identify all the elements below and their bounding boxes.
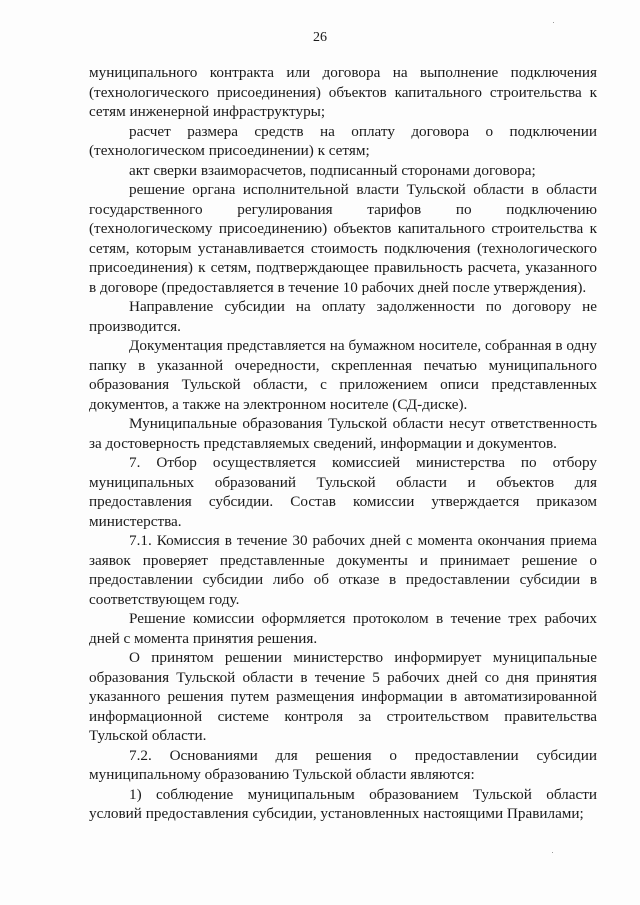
paragraph-protocol: Решение комиссии оформляется протоколом в течение трех рабочих дней с момента принятия решения. (89, 610, 597, 647)
paragraph-responsibility: Муниципальные образования Тульской области несут ответственность за достоверность представляемых сведений, информации и документов. (89, 415, 597, 452)
page-number: 26 (313, 30, 327, 45)
paragraph-notification: О принятом решении министерство информирует муниципальные образования Тульской области в течение 5 рабочих дней со дня принятия указанного решения путем размещения информации в автоматизированной информационной системе контроля за строительством правительства Тульской области. (89, 649, 597, 744)
paragraph-section-7: 7. Отбор осуществляется комиссией министерства по отбору муниципальных образований Тульской области и объектов для предоставления субсидии. Состав комиссии утверждается приказом министерства. (89, 454, 597, 530)
scan-speck (552, 852, 553, 853)
document-body (89, 63, 597, 824)
paragraph-item-1: 1) соблюдение муниципальным образованием Тульской области условий предоставления субсидии, установленных настоящими Правилами; (89, 785, 597, 822)
paragraph-contract-continuation: муниципального контракта или договора на выполнение подключения (технологического присоединения) объектов капитального строительства к сетям инженерной инфраструктуры; (89, 64, 597, 120)
paragraph-section-7-2: 7.2. Основаниями для решения о предоставлении субсидии муниципальному образованию Тульской области являются: (89, 746, 597, 783)
paragraph-reconciliation-act: акт сверки взаиморасчетов, подписанный сторонами договора; (129, 161, 536, 179)
paragraph-tariff-decision: решение органа исполнительной власти Тульской области в области государственного регулирования тарифов по подключению (технологическому присоединению) объектов капитального строительства к сетям, которым устанавливается стоимость подключения (технологического присоединения) к сетям, подтверждающее правильность расчета, указанного в договоре (предоставляется в течение 10 рабочих дней после утверждения). (89, 181, 597, 296)
paragraph-payment-calculation: расчет размера средств на оплату договора о подключении (технологическом присоединении) к сетям; (89, 122, 597, 159)
paragraph-debt-payment: Направление субсидии на оплату задолженности по договору не производится. (89, 298, 597, 335)
scan-speck (553, 22, 554, 23)
paragraph-section-7-1: 7.1. Комиссия в течение 30 рабочих дней с момента окончания приема заявок проверяет представленные документы и принимает решение о предоставлении субсидии либо об отказе в предоставлении субсидии в соответствующем году. (89, 532, 597, 608)
paragraph-documentation: Документация представляется на бумажном носителе, собранная в одну папку в указанной очередности, скрепленная печатью муниципального образования Тульской области, с приложением описи представленных документов, а также на электронном носителе (СД-диске). (89, 337, 597, 413)
